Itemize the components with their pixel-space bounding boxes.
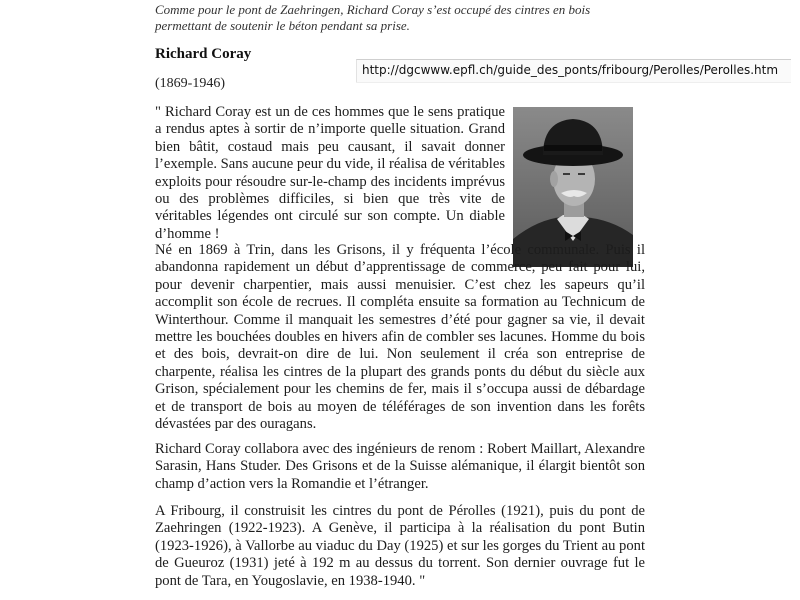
photo-caption: Comme pour le pont de Zaehringen, Richard Coray s’est occupé des cintres en bois permettant de soutenir le béton pendant sa prise. bbox=[155, 2, 591, 33]
paragraph-collaborations: Richard Coray collabora avec des ingénieurs de renom : Robert Maillart, Alexandre Sarasin, Hans Studer. Des Grisons et de la Suisse alémanique, il élargit bientôt son champ d’action vers la Romandie et l’étranger. bbox=[155, 441, 645, 492]
paragraph-biography: Né en 1869 à Trin, dans les Grisons, il y fréquenta l’école communale. Puis il abandonna rapidement un début d’apprentissage de commerce, peu fait pour lui, pour devenir charpentier, mais aussi menuisier. C’est chez les sapeurs qu’il accomplit son école de recrues. Il compléta ensuite sa formation au Technicum de Winterthour. Comme il manquait les semestres d’été pour gagner sa vie, il devait mettre les bouchées doubles en hivers afin de combler ses lacunes. Homme du bois et des bois, devrait-on dire de lui. Non seulement il créa son entreprise de charpente, réalisa les cintres de la plupart des grands ponts du début du siècle aux Grison, spécialement pour les chemins de fer, mais il s’occupa aussi de débardage et de transport de bois au moyen de téléférages de son invention dans les forêts dévastées par des ouragans. bbox=[155, 242, 645, 433]
source-url[interactable]: http://dgcwww.epfl.ch/guide_des_ponts/fribourg/Perolles/Perolles.htm bbox=[362, 63, 779, 77]
url-tooltip bbox=[356, 59, 791, 82]
person-name: Richard Coray bbox=[155, 46, 252, 62]
paragraph-intro: " Richard Coray est un de ces hommes que le sens pratique a rendus aptes à sortir de n’importe quelle situation. Grand bien bâtit, costaud mais peu causant, il savait donner l’exemple. Sans aucune peur du vide, il réalisa de véritables exploits pour résoudre sur-le-champ des incidents imprévus ou des problèmes difficiles, si bien que très vite de véritables légendes ont circulé sur son compte. Un diable d’homme ! bbox=[155, 104, 505, 242]
life-years: (1869-1946) bbox=[155, 76, 225, 91]
paragraph-works: A Fribourg, il construisit les cintres du pont de Pérolles (1921), puis du pont de Zaehringen (1922-1923). A Genève, il participa à la réalisation du pont Butin (1923-1926), à Vallorbe au viaduc du Day (1925) et sur les gorges du Trient au pont de Gueuroz (1931) jeté à 192 m au dessus du torrent. Son dernier ouvrage fut le pont de Tara, en Yougoslavie, en 1938-1940. " bbox=[155, 503, 645, 589]
